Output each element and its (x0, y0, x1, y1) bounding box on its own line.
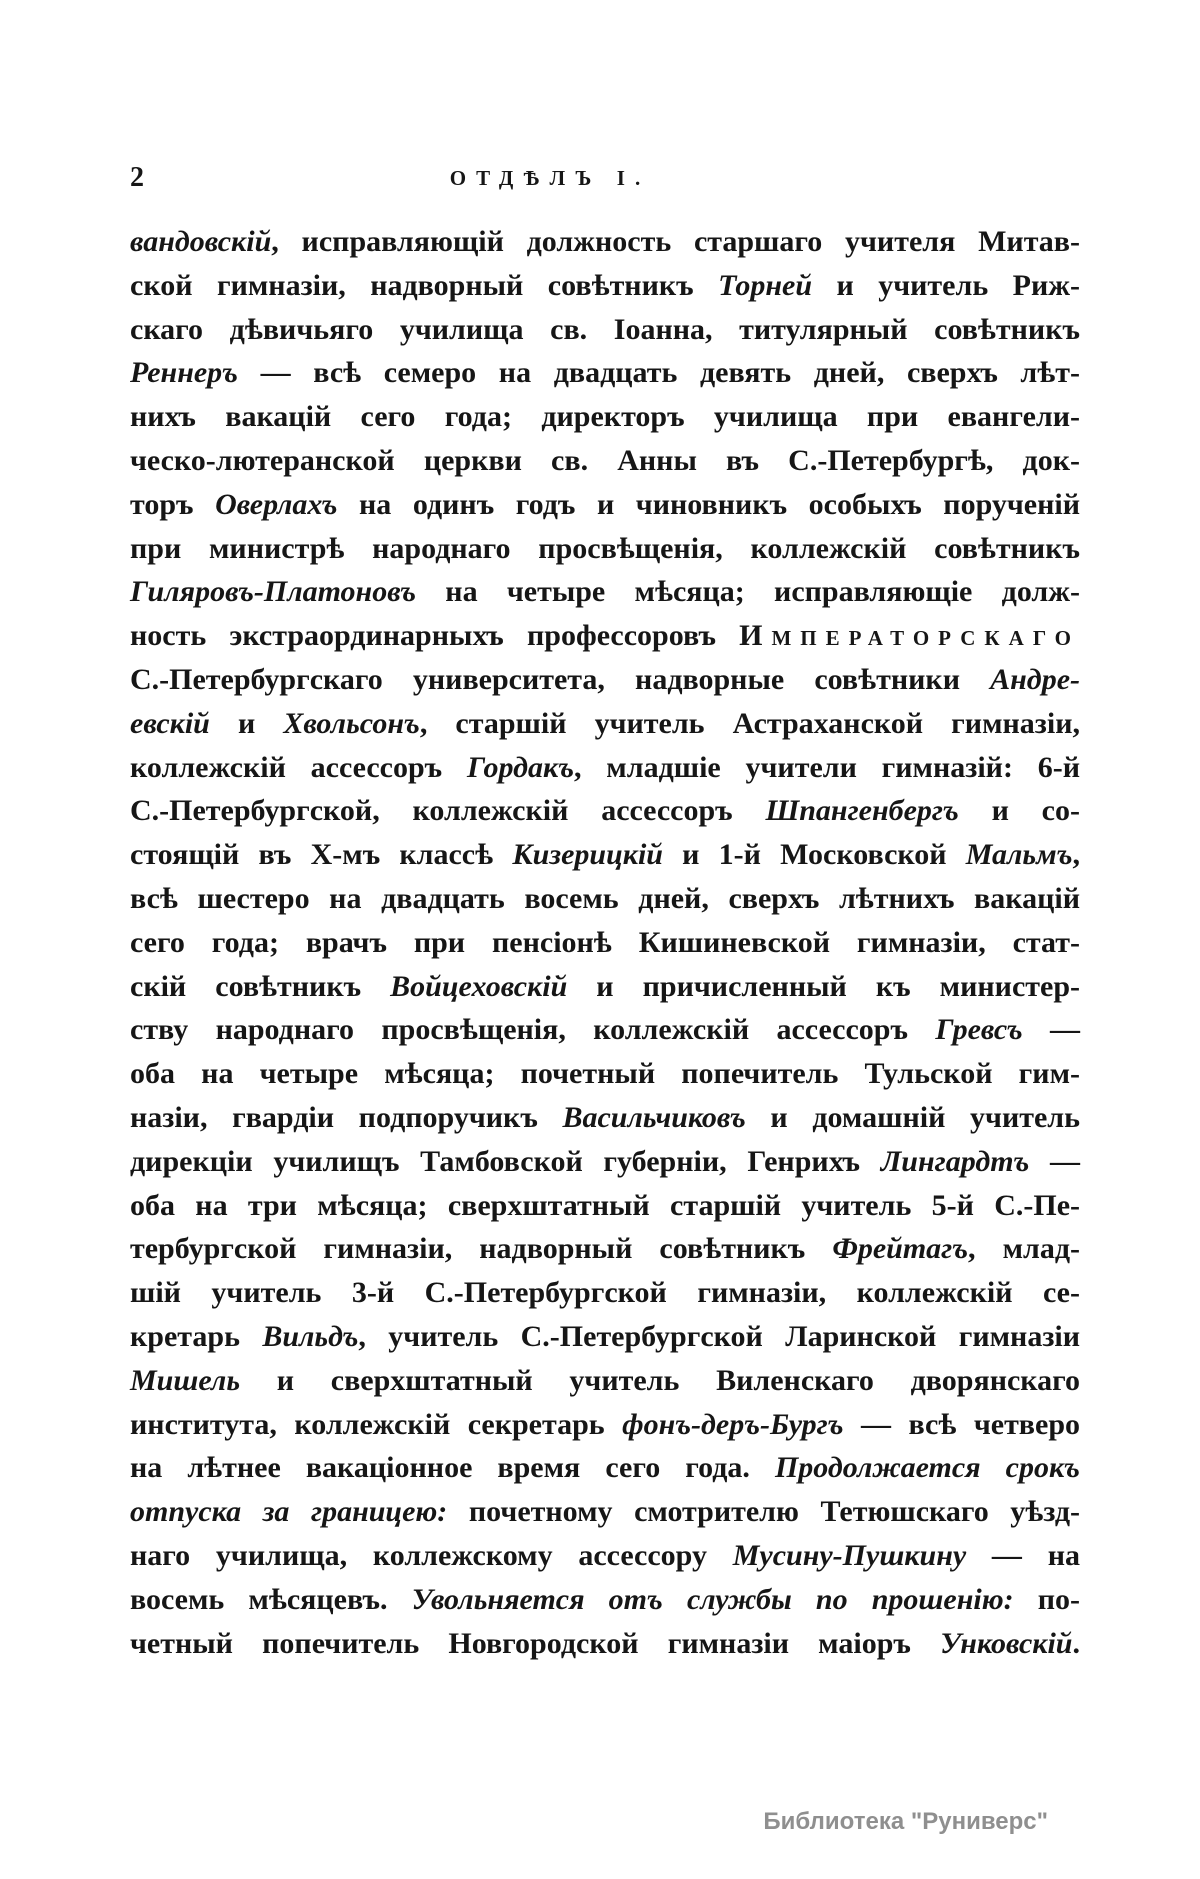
italic-text-segment: Продолжается срокъ (774, 1451, 1080, 1485)
library-watermark: Библиотека "Руниверс" (763, 1808, 1048, 1835)
text-line (130, 1008, 1080, 1052)
text-segment: ству народнаго просвѣщенія, коллежскій ассессоръ (130, 1013, 936, 1047)
text-segment: оба на три мѣсяца; сверхштатный старшій учитель 5-й С.-Пе- (130, 1188, 1080, 1222)
italic-text-segment: Войцеховскій (390, 969, 568, 1003)
text-segment: , младшіе учители гимназій: 6-й (574, 750, 1080, 784)
text-line (130, 746, 1080, 790)
text-line (130, 1052, 1080, 1096)
text-segment: коллежскій ассессоръ (130, 750, 467, 784)
text-line (130, 1315, 1080, 1359)
text-segment: института, коллежскій секретарь (130, 1407, 623, 1441)
text-line (130, 1096, 1080, 1140)
italic-text-segment: Хвольсонъ (283, 706, 420, 740)
italic-text-segment: фонъ-деръ-Бургъ (622, 1407, 844, 1441)
italic-text-segment: вандовскій (130, 225, 272, 258)
italic-text-segment: Оверлахъ (215, 487, 338, 521)
text-segment: , млад- (968, 1232, 1080, 1266)
text-line (130, 264, 1080, 308)
text-segment: и (209, 706, 284, 740)
text-segment: , (1072, 838, 1080, 872)
text-segment: , учитель С.-Петербургской Ларинской гимназіи (358, 1319, 1080, 1353)
italic-text-segment: евскій (130, 706, 210, 740)
text-segment: на четыре мѣсяца; исправляющіе долж- (416, 575, 1080, 609)
italic-text-segment: Кизерицкій (512, 838, 663, 872)
smallcaps-text-segment: Императорскаго (739, 619, 1080, 653)
text-line (130, 1403, 1080, 1447)
text-segment: — (1022, 1013, 1081, 1047)
italic-text-segment: Торней (718, 268, 813, 302)
text-line (130, 308, 1080, 352)
italic-text-segment: Мишель (130, 1363, 241, 1397)
text-segment: всѣ шестеро на двадцать восемь дней, сверхъ лѣтнихъ вакацій (130, 881, 1080, 915)
text-segment: и домашній учитель (745, 1100, 1080, 1134)
text-line (130, 1622, 1080, 1666)
italic-text-segment: Лингардтъ (880, 1144, 1030, 1178)
text-segment: по- (1013, 1582, 1080, 1616)
text-line (130, 1271, 1080, 1315)
body-text (130, 220, 1080, 1665)
text-segment: стоящій въ X-мъ классѣ (130, 838, 513, 872)
text-segment: и учитель Риж- (812, 268, 1080, 302)
section-title: ОТДѢЛЪ I. (449, 166, 651, 190)
text-line (130, 570, 1080, 614)
text-segment: назіи, гвардіи подпоручикъ (130, 1100, 563, 1134)
text-segment: шій учитель 3-й С.-Петербургской гимназіи, коллежскій се- (130, 1276, 1080, 1310)
text-segment: нихъ вакацій сего года; директоръ училища при евангели- (130, 400, 1080, 434)
italic-text-segment: Мусину-Пушкину (732, 1538, 967, 1572)
text-segment: тербургской гимназіи, надворный совѣтникъ (130, 1232, 833, 1266)
italic-text-segment: Гордакъ (466, 750, 575, 784)
text-segment: — всѣ семеро на двадцать девять дней, сверхъ лѣт- (238, 356, 1080, 390)
text-segment: на лѣтнее вакаціонное время сего года. (130, 1451, 775, 1485)
italic-text-segment: Шпангенбергъ (765, 794, 959, 828)
text-segment: — на (966, 1538, 1080, 1572)
text-segment: ческо-лютеранской церкви св. Анны въ С.-Петербургѣ, док- (130, 443, 1080, 477)
text-segment: С.-Петербургской, коллежскій ассессоръ (130, 794, 766, 828)
text-segment: и 1-й Московской (662, 838, 966, 872)
text-segment: торъ (130, 487, 216, 521)
text-line (130, 220, 1080, 264)
text-segment: дирекціи училищъ Тамбовской губерніи, Генрихъ (130, 1144, 881, 1178)
italic-text-segment: Реннеръ (130, 356, 238, 390)
italic-text-segment: Андре- (990, 662, 1080, 696)
text-segment: восемь мѣсяцевъ. (130, 1582, 412, 1616)
text-line (130, 1227, 1080, 1271)
text-segment: и сверхштатный учитель Виленскаго дворянскаго (240, 1363, 1080, 1397)
text-segment: почетному смотрителю Тетюшскаго уѣзд- (447, 1495, 1080, 1529)
text-line (130, 877, 1080, 921)
text-segment: С.-Петербургскаго университета, надворные совѣтники (130, 662, 991, 696)
italic-text-segment: Фрейтагъ (832, 1232, 969, 1266)
italic-text-segment: Вильдъ (262, 1319, 359, 1353)
text-segment: ской гимназіи, надворный совѣтникъ (130, 268, 719, 302)
text-segment: скій совѣтникъ (130, 969, 391, 1003)
text-line (130, 1140, 1080, 1184)
text-segment: на одинъ годъ и чиновникъ особыхъ порученій (337, 487, 1080, 521)
text-line (130, 1446, 1080, 1490)
text-segment: наго училища, коллежскому ассессору (130, 1538, 733, 1572)
page-header (130, 160, 1080, 200)
text-line (130, 921, 1080, 965)
text-line (130, 702, 1080, 746)
text-segment: и причисленный къ министер- (567, 969, 1081, 1003)
text-segment: оба на четыре мѣсяца; почетный попечитель Тульской гим- (130, 1057, 1080, 1091)
text-segment: сего года; врачъ при пенсіонѣ Кишиневской гимназіи, стат- (130, 925, 1080, 959)
text-line (130, 351, 1080, 395)
text-segment: , исправляющій должность старшаго учителя Митав- (271, 225, 1080, 258)
text-line (130, 1534, 1080, 1578)
italic-text-segment: Гревсъ (935, 1013, 1023, 1047)
text-line (130, 658, 1080, 702)
text-line (130, 965, 1080, 1009)
italic-text-segment: Унковскій (940, 1626, 1073, 1660)
italic-text-segment: Васильчиковъ (562, 1100, 746, 1134)
text-line (130, 527, 1080, 571)
text-segment: ность экстраординарныхъ профессоровъ (130, 619, 740, 653)
text-segment: скаго дѣвичьяго училища св. Іоанна, титулярный совѣтникъ (130, 312, 1080, 346)
text-segment: и со- (958, 794, 1080, 828)
italic-text-segment: Мальмъ (965, 838, 1073, 872)
page-number: 2 (130, 162, 144, 193)
italic-text-segment: Увольняется отъ службы по прошенію: (411, 1582, 1014, 1616)
text-segment: — (1029, 1144, 1081, 1178)
text-line (130, 614, 1080, 658)
text-line (130, 483, 1080, 527)
text-segment: , старшій учитель Астраханской гимназіи, (419, 706, 1080, 740)
text-segment: . (1072, 1626, 1080, 1660)
italic-text-segment: отпуска за границею: (130, 1495, 448, 1529)
text-line (130, 1578, 1080, 1622)
text-line (130, 833, 1080, 877)
text-segment: четный попечитель Новгородской гимназіи маіоръ (130, 1626, 941, 1660)
text-line (130, 395, 1080, 439)
text-line (130, 1490, 1080, 1534)
text-line (130, 1359, 1080, 1403)
text-line (130, 439, 1080, 483)
italic-text-segment: Гиляровъ-Платоновъ (130, 575, 417, 609)
text-segment: при министрѣ народнаго просвѣщенія, коллежскій совѣтникъ (130, 531, 1080, 565)
text-line (130, 789, 1080, 833)
text-line (130, 1184, 1080, 1228)
text-segment: кретарь (130, 1319, 263, 1353)
text-segment: — всѣ четверо (843, 1407, 1081, 1441)
